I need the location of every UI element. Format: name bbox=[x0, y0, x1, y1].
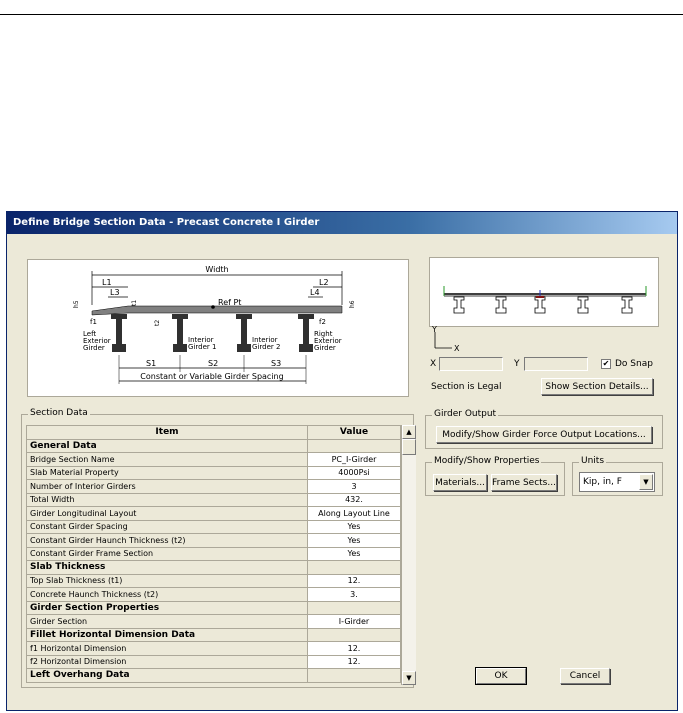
table-cell-item: Top Slab Thickness (t1) bbox=[27, 574, 308, 588]
table-row[interactable] bbox=[27, 493, 401, 507]
frame-sects-button[interactable]: Frame Sects... bbox=[491, 474, 557, 491]
h5-label: h5 bbox=[73, 300, 80, 308]
table-row[interactable] bbox=[27, 453, 401, 467]
l4-label: L4 bbox=[310, 288, 320, 297]
width-label: Width bbox=[205, 265, 229, 274]
table-cell-value bbox=[308, 669, 401, 683]
interior-2-label: Interior Girder 2 bbox=[252, 336, 281, 351]
dialog-window bbox=[6, 211, 678, 711]
t1-label: t1 bbox=[131, 299, 138, 306]
units-dropdown[interactable] bbox=[579, 472, 655, 492]
h6-label: h6 bbox=[349, 300, 356, 308]
table-cell-value bbox=[308, 561, 401, 575]
units-selected: Kip, in, F bbox=[583, 477, 622, 487]
section-diagram-panel bbox=[27, 259, 409, 397]
table-group-row[interactable] bbox=[27, 439, 401, 453]
ok-button[interactable]: OK bbox=[476, 668, 526, 684]
table-cell-item: Constant Girder Spacing bbox=[27, 520, 308, 534]
axis-icon bbox=[430, 324, 470, 354]
y-coord-label: Y bbox=[514, 359, 520, 369]
x-coord-field bbox=[439, 357, 503, 371]
table-row[interactable] bbox=[27, 480, 401, 494]
table-row[interactable] bbox=[27, 574, 401, 588]
table-cell-value[interactable]: I-Girder bbox=[308, 615, 401, 629]
table-cell-item: Constant Girder Frame Section bbox=[27, 547, 308, 561]
page-rule bbox=[0, 14, 683, 15]
section-preview-panel[interactable] bbox=[429, 257, 659, 327]
table-cell-item: Girder Section Properties bbox=[27, 601, 308, 615]
table-cell-item: Total Width bbox=[27, 493, 308, 507]
section-data-group bbox=[21, 408, 414, 688]
l2-label: L2 bbox=[319, 278, 329, 287]
table-cell-item: Concrete Haunch Thickness (t2) bbox=[27, 588, 308, 602]
units-label: Units bbox=[581, 456, 605, 466]
column-header-item: Item bbox=[27, 426, 308, 440]
table-scrollbar[interactable] bbox=[401, 425, 416, 685]
table-cell-value[interactable]: 12. bbox=[308, 642, 401, 656]
table-group-row[interactable] bbox=[27, 669, 401, 683]
table-cell-item: Bridge Section Name bbox=[27, 453, 308, 467]
table-cell-value bbox=[308, 601, 401, 615]
table-cell-item: f1 Horizontal Dimension bbox=[27, 642, 308, 656]
table-row[interactable] bbox=[27, 507, 401, 521]
spacing-label: Constant or Variable Girder Spacing bbox=[140, 372, 284, 381]
table-row[interactable] bbox=[27, 615, 401, 629]
title-bar: Define Bridge Section Data - Precast Concrete I Girder bbox=[7, 212, 677, 234]
s3-label: S3 bbox=[271, 359, 282, 368]
table-cell-item: Fillet Horizontal Dimension Data bbox=[27, 628, 308, 642]
x-coord-label: X bbox=[430, 359, 437, 369]
svg-text:Y: Y bbox=[432, 325, 437, 334]
l1-label: L1 bbox=[102, 278, 112, 287]
materials-button[interactable]: Materials... bbox=[433, 474, 487, 491]
girder-left-exterior bbox=[111, 314, 127, 352]
table-row[interactable] bbox=[27, 547, 401, 561]
section-data-table[interactable] bbox=[26, 425, 401, 683]
table-cell-value bbox=[308, 439, 401, 453]
s2-label: S2 bbox=[208, 359, 219, 368]
scroll-up-icon[interactable]: ▲ bbox=[402, 425, 416, 439]
l3-label: L3 bbox=[110, 288, 120, 297]
table-cell-item: Number of Interior Girders bbox=[27, 480, 308, 494]
left-exterior-label: Left Exterior Girder bbox=[83, 330, 111, 352]
do-snap-checkbox[interactable]: ✔ bbox=[602, 359, 610, 368]
table-row[interactable] bbox=[27, 466, 401, 480]
table-cell-value[interactable]: Along Layout Line bbox=[308, 507, 401, 521]
f2-label: f2 bbox=[319, 318, 326, 326]
table-group-row[interactable] bbox=[27, 561, 401, 575]
girder-interior-1 bbox=[172, 314, 188, 352]
table-cell-value[interactable]: 432. bbox=[308, 493, 401, 507]
interior-1-label: Interior Girder 1 bbox=[188, 336, 217, 351]
table-row[interactable] bbox=[27, 534, 401, 548]
table-row[interactable] bbox=[27, 520, 401, 534]
s1-label: S1 bbox=[146, 359, 157, 368]
girder-output-group bbox=[425, 409, 663, 449]
table-cell-value[interactable]: 12. bbox=[308, 655, 401, 669]
table-cell-value[interactable]: 12. bbox=[308, 574, 401, 588]
section-diagram bbox=[28, 260, 408, 396]
girder-output-label: Girder Output bbox=[434, 409, 497, 419]
table-row[interactable] bbox=[27, 642, 401, 656]
table-group-row[interactable] bbox=[27, 628, 401, 642]
modify-properties-label: Modify/Show Properties bbox=[434, 456, 540, 466]
cancel-button[interactable]: Cancel bbox=[560, 668, 610, 684]
table-row[interactable] bbox=[27, 588, 401, 602]
section-status: Section is Legal bbox=[431, 382, 502, 392]
do-snap-label: Do Snap bbox=[615, 359, 653, 369]
column-header-value: Value bbox=[308, 426, 401, 440]
table-cell-value[interactable]: 4000Psi bbox=[308, 466, 401, 480]
deck-slab bbox=[92, 306, 342, 315]
scroll-thumb[interactable] bbox=[402, 439, 416, 455]
table-cell-value[interactable]: Yes bbox=[308, 547, 401, 561]
table-cell-value[interactable]: Yes bbox=[308, 534, 401, 548]
table-cell-value[interactable]: PC_I-Girder bbox=[308, 453, 401, 467]
table-group-row[interactable] bbox=[27, 601, 401, 615]
table-cell-value[interactable]: Yes bbox=[308, 520, 401, 534]
right-exterior-label: Right Exterior Girder bbox=[314, 330, 342, 352]
table-cell-item: Slab Thickness bbox=[27, 561, 308, 575]
chevron-down-icon[interactable]: ▼ bbox=[639, 474, 653, 490]
modify-properties-group bbox=[425, 456, 565, 496]
girder-interior-2 bbox=[236, 314, 252, 352]
table-cell-value[interactable]: 3 bbox=[308, 480, 401, 494]
ref-pt-label: Ref Pt bbox=[218, 298, 242, 307]
f1-label: f1 bbox=[90, 318, 97, 326]
scroll-down-icon[interactable]: ▼ bbox=[402, 671, 416, 685]
svg-text:X: X bbox=[454, 344, 460, 353]
t2-label: t2 bbox=[154, 319, 161, 326]
table-cell-item: Girder Longitudinal Layout bbox=[27, 507, 308, 521]
girder-right-exterior bbox=[298, 314, 314, 352]
section-preview bbox=[430, 258, 658, 326]
y-coord-field bbox=[524, 357, 588, 371]
section-data-label: Section Data bbox=[30, 408, 88, 418]
preview-girders bbox=[454, 297, 632, 313]
table-cell-item: f2 Horizontal Dimension bbox=[27, 655, 308, 669]
table-cell-item: General Data bbox=[27, 439, 308, 453]
table-row[interactable] bbox=[27, 655, 401, 669]
table-cell-value[interactable]: 3. bbox=[308, 588, 401, 602]
table-cell-item: Constant Girder Haunch Thickness (t2) bbox=[27, 534, 308, 548]
table-cell-value bbox=[308, 628, 401, 642]
table-cell-item: Slab Material Property bbox=[27, 466, 308, 480]
units-group bbox=[572, 456, 663, 496]
modify-girder-output-button[interactable]: Modify/Show Girder Force Output Locations... bbox=[436, 426, 652, 443]
show-section-details-button[interactable]: Show Section Details... bbox=[541, 378, 653, 395]
table-cell-item: Left Overhang Data bbox=[27, 669, 308, 683]
table-cell-item: Girder Section bbox=[27, 615, 308, 629]
